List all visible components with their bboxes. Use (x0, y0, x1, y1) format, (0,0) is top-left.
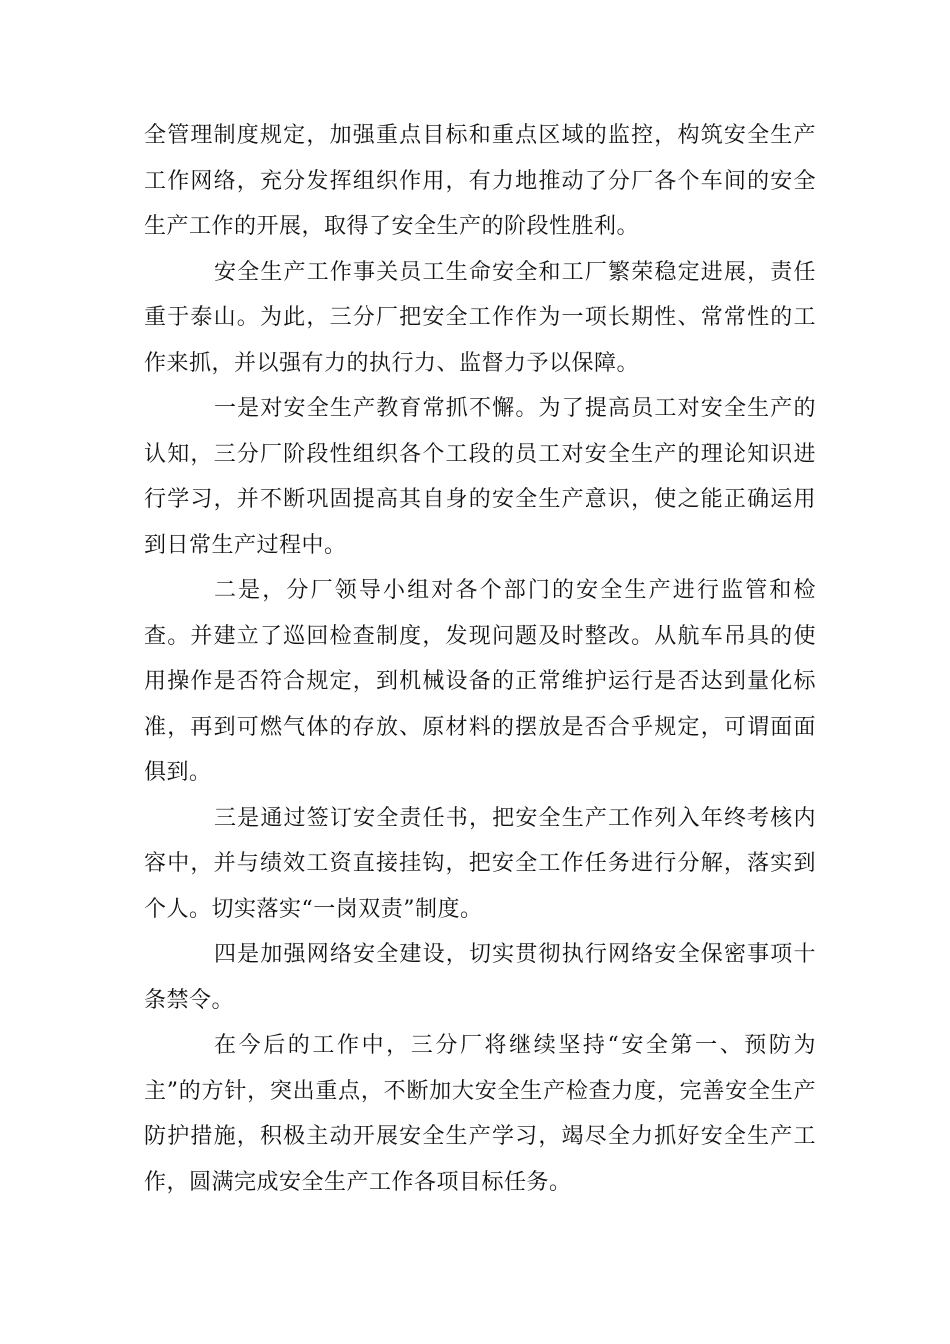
paragraph-continuation: 全管理制度规定，加强重点目标和重点区域的监控，构筑安全生产工作网络，充分发挥组织作用，有力地推动了分厂各个车间的安全生产工作的开展，取得了安全生产的阶段性胜利。 (144, 123, 816, 239)
paragraph-point-three: 三是通过签订安全责任书，把安全生产工作列入年终考核内容中，并与绩效工资直接挂钩，把安全工作任务进行分解，落实到个人。切实落实“一岗双责”制度。 (144, 805, 816, 922)
paragraph-point-two: 二是，分厂领导小组对各个部门的安全生产进行监管和检查。并建立了巡回检查制度，发现问题及时整改。从航车吊具的使用操作是否符合规定，到机械设备的正常维护运行是否达到量化标准，再到可燃气体的存放、原材料的摆放是否合乎规定，可谓面面俱到。 (144, 578, 816, 785)
paragraph-conclusion: 在今后的工作中，三分厂将继续坚持“安全第一、预防为主”的方针，突出重点，不断加大安全生产检查力度，完善安全生产防护措施，积极主动开展安全生产学习，竭尽全力抓好安全生产工作，圆满完成安全生产工作各项目标任务。 (144, 1033, 816, 1195)
paragraph-point-four: 四是加强网络安全建设，切实贯彻执行网络安全保密事项十条禁令。 (144, 942, 816, 1013)
document-body (144, 113, 816, 1205)
paragraph-point-one: 一是对安全生产教育常抓不懈。为了提高员工对安全生产的认知，三分厂阶段性组织各个工段的员工对安全生产的理论知识进行学习，并不断巩固提高其自身的安全生产意识，使之能正确运用到日常生产过程中。 (144, 396, 816, 558)
paragraph-responsibility: 安全生产工作事关员工生命安全和工厂繁荣稳定进展，责任重于泰山。为此，三分厂把安全工作作为一项长期性、常常性的工作来抓，并以强有力的执行力、监督力予以保障。 (144, 259, 816, 376)
